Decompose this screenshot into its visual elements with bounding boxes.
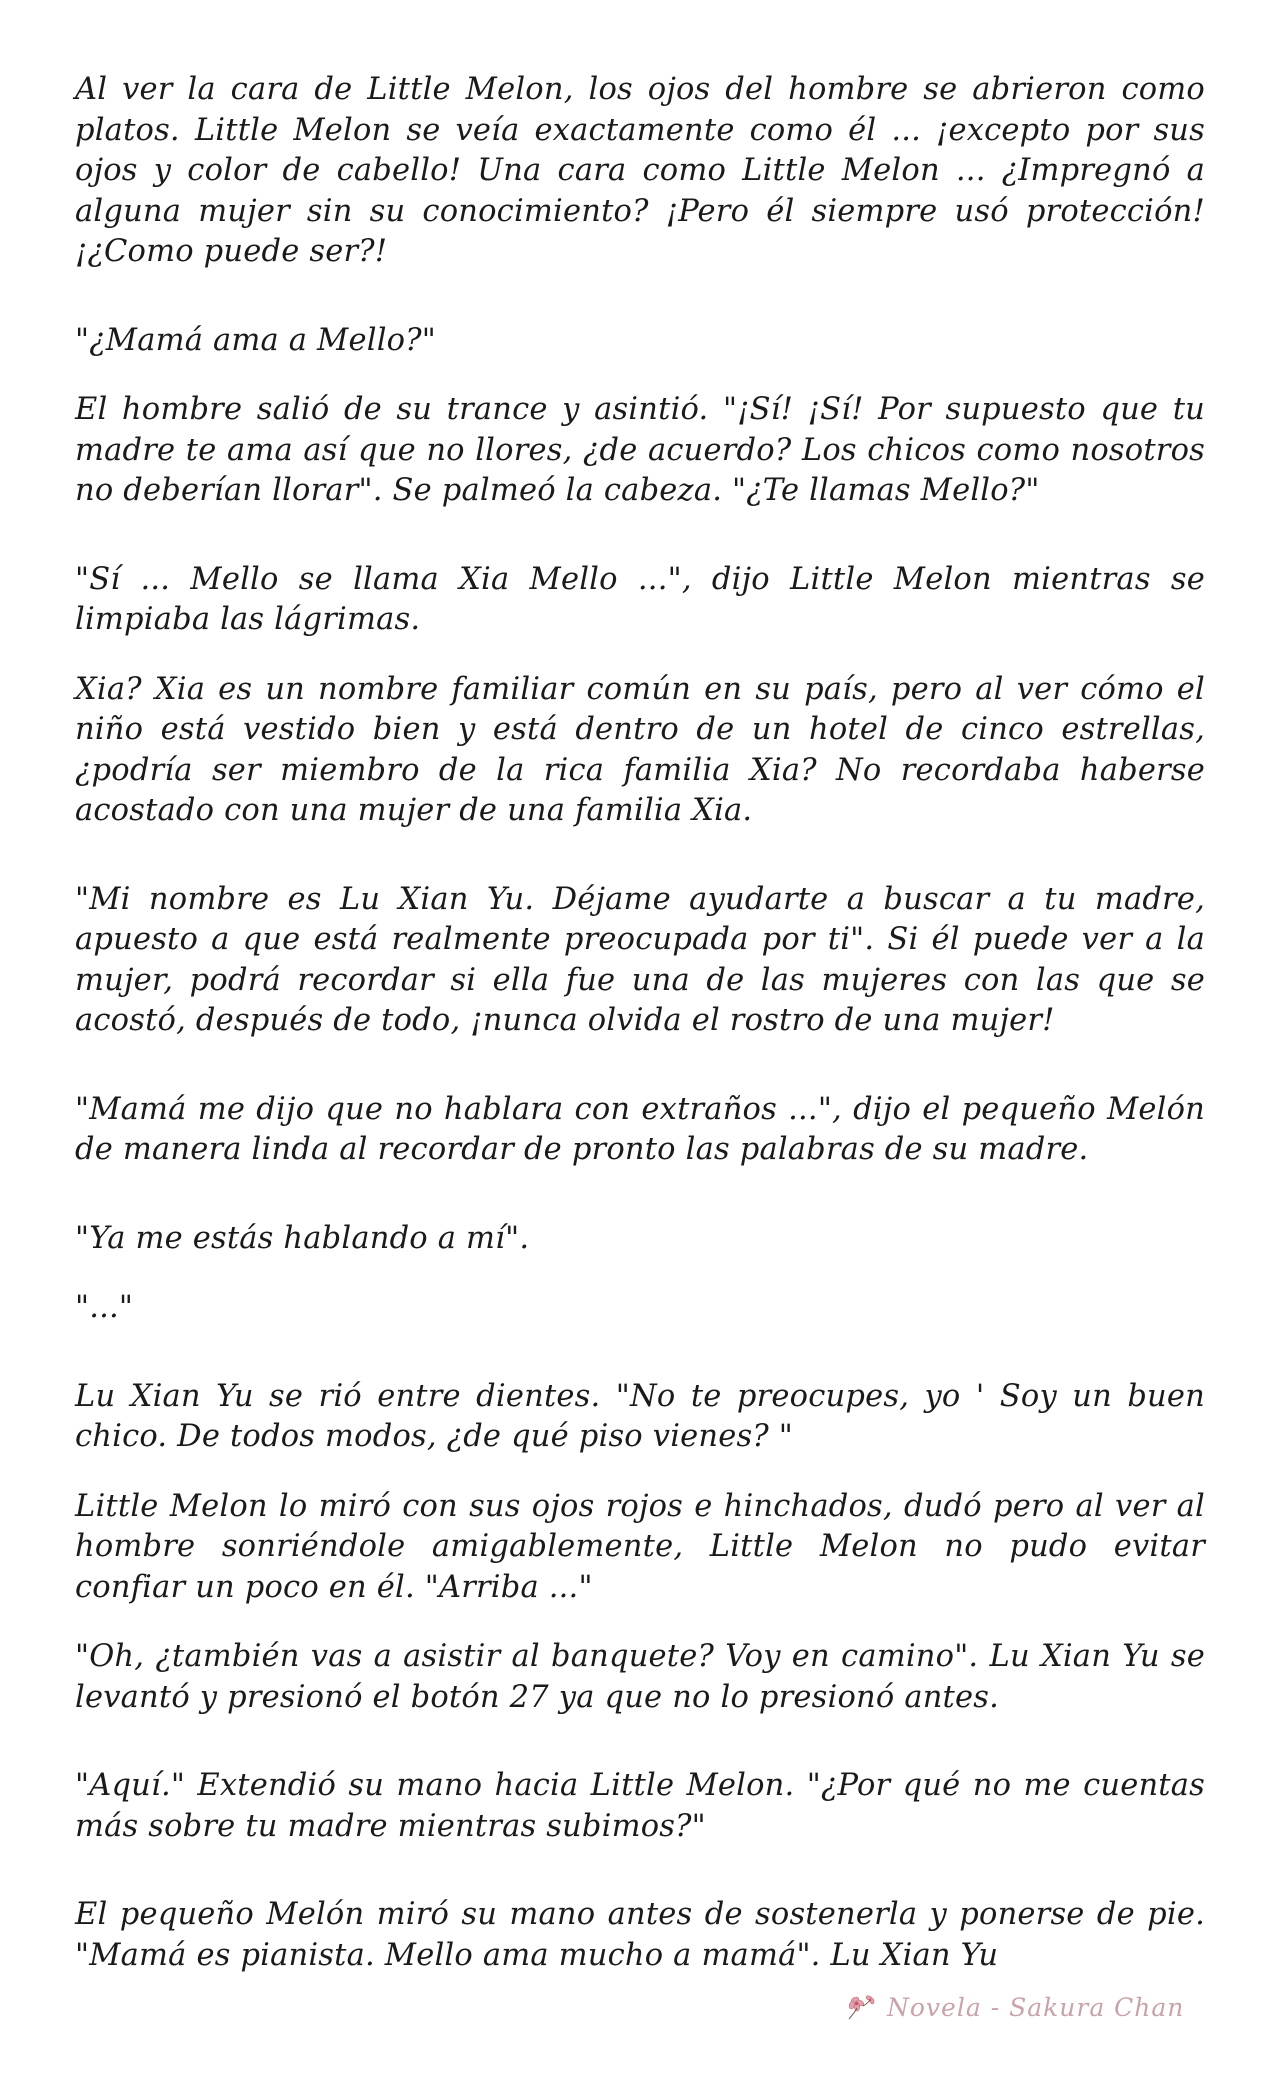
paragraph-10: Lu Xian Yu se rió entre dientes. "No te preocupes, yo ' Soy un buen chico. De todos modos, ¿de qué piso vienes? " xyxy=(75,1378,1205,1454)
document-body xyxy=(75,70,1205,2005)
paragraph-5: Xia? Xia es un nombre familiar común en su país, pero al ver cómo el niño está vestido bien y está dentro de un hotel de cinco estrellas, ¿podría ser miembro de la rica familia Xia? No recordaba haberse acostado con una mujer de una familia Xia. xyxy=(75,671,1205,828)
paragraph-9: "..." xyxy=(75,1290,134,1325)
sakura-flower-icon xyxy=(843,1992,879,2022)
paragraph-8: "Ya me estás hablando a mí". xyxy=(75,1220,530,1256)
paragraph-7: "Mamá me dijo que no hablara con extraños ...", dijo el pequeño Melón de manera linda al recordar de pronto las palabras de su madre. xyxy=(75,1091,1205,1167)
paragraph-6: "Mi nombre es Lu Xian Yu. Déjame ayudarte a buscar a tu madre, apuesto a que está realmente preocupada por ti". Si él puede ver a la mujer, podrá recordar si ella fue una de las mujeres con las que se acostó, después de todo, ¡nunca olvida el rostro de una mujer! xyxy=(75,881,1205,1038)
paragraph-2: "¿Mamá ama a Mello?" xyxy=(75,322,436,358)
watermark xyxy=(843,1992,1184,2022)
paragraph-12: "Oh, ¿también vas a asistir al banquete? Voy en camino". Lu Xian Yu se levantó y presionó el botón 27 ya que no lo presionó antes. xyxy=(75,1639,1205,1715)
paragraph-14: El pequeño Melón miró su mano antes de sostenerla y ponerse de pie. "Mamá es pianista. Mello ama mucho a mamá". Lu Xian Yu xyxy=(75,1897,1205,1973)
watermark-text: Novela - Sakura Chan xyxy=(887,1992,1185,2022)
paragraph-1: Al ver la cara de Little Melon, los ojos del hombre se abrieron como platos. Little Melon se veía exactamente como él ... ¡excepto por sus ojos y color de cabello! Una cara como Little Melon ... ¿Impregnó a alguna mujer sin su conocimiento? ¡Pero él siempre usó protección! ¡¿Como puede ser?! xyxy=(75,72,1205,269)
paragraph-4: "Sí ... Mello se llama Xia Mello ...", dijo Little Melon mientras se limpiaba las lágrimas. xyxy=(75,561,1205,637)
paragraph-3: El hombre salió de su trance y asintió. "¡Sí! ¡Sí! Por supuesto que tu madre te ama así que no llores, ¿de acuerdo? Los chicos como nosotros no deberían llorar". Se palmeó la cabeza. "¿Te llamas Mello?" xyxy=(75,392,1205,508)
paragraph-11: Little Melon lo miró con sus ojos rojos e hinchados, dudó pero al ver al hombre sonriéndole amigablemente, Little Melon no pudo evitar confiar un poco en él. "Arriba ..." xyxy=(75,1488,1205,1605)
paragraph-13: "Aquí." Extendió su mano hacia Little Melon. "¿Por qué no me cuentas más sobre tu madre mientras subimos?" xyxy=(75,1768,1205,1844)
